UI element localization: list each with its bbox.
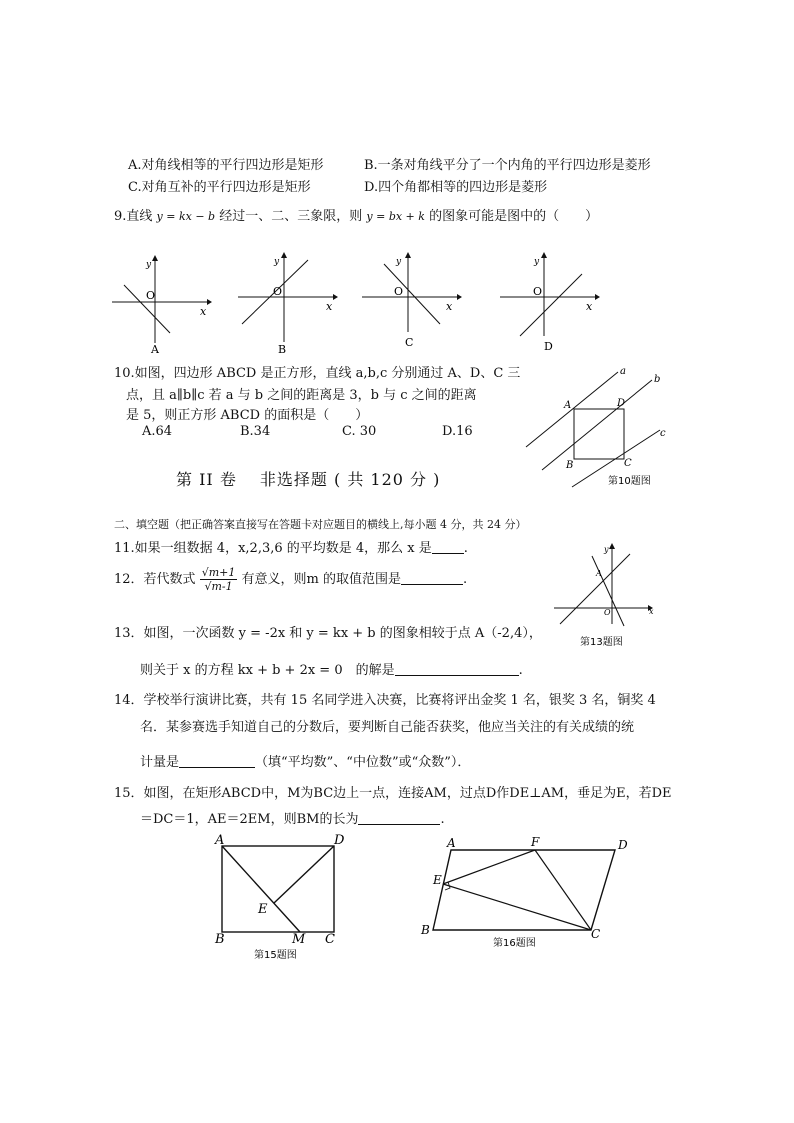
- q10-option-a: A.64: [142, 424, 173, 439]
- q9b-origin-label: O: [273, 285, 283, 298]
- q16-point-f: F: [531, 835, 540, 849]
- q9-graph-c: [362, 252, 462, 352]
- q9b-choice-label: B: [278, 343, 287, 356]
- q14-line3: 计量是 （填“平均数”、“中位数”或“众数”）．: [140, 755, 471, 770]
- q10-point-d: D: [617, 398, 626, 409]
- q15-point-d: D: [334, 833, 345, 848]
- q12-fraction: $\frac{√m+1}{√m-1}$: [201, 566, 236, 593]
- q16-point-b: B: [421, 923, 430, 937]
- q10-line2: 点，且 a∥b∥c 若 a 与 b 之间的距离是 3，b 与 c 之间的距离: [126, 388, 477, 403]
- q9c-origin-label: O: [394, 285, 404, 298]
- q16-point-a: A: [447, 836, 456, 850]
- q9-graph-a: [112, 255, 212, 355]
- q10-point-a: A: [564, 400, 572, 411]
- q12-stem: 12．若代数式 $\frac{√m+1}{√m-1}$ 有意义，则m 的取值范围是 .: [114, 566, 468, 593]
- q13-origin: O: [604, 608, 611, 617]
- q10-line3: 是 5，则正方形 ABCD 的面积是（ ）: [126, 408, 369, 423]
- q10-option-b: B.34: [240, 424, 271, 439]
- q9-stem: 9.直线 y = kx − b 经过一、二、三象限，则 y = bx + k 的图象可能是图中的（ ）: [114, 209, 599, 224]
- q9d-x-label: x: [586, 300, 593, 313]
- q9a-choice-label: A: [151, 343, 159, 356]
- q12-answer-blank[interactable]: [401, 572, 463, 585]
- q15-point-a: A: [215, 833, 225, 848]
- q13-x-label: x: [649, 607, 654, 616]
- q16-point-c: C: [591, 927, 601, 941]
- q10-line-b-label: b: [654, 374, 661, 385]
- q8-option-c: C.对角互补的平行四边形是矩形: [128, 180, 311, 195]
- q10-point-b: B: [566, 460, 574, 471]
- fill-in-header: 二、填空题（把正确答案直接写在答题卡对应题目的横线上,每小题 4 分，共 24 分）: [114, 518, 527, 531]
- q11-stem: 11.如果一组数据 4，x,2,3,6 的平均数是 4，那么 x 是 .: [114, 541, 468, 556]
- q15-answer-blank[interactable]: [358, 812, 440, 825]
- q9d-origin-label: O: [533, 285, 543, 298]
- section2-title: 第 II 卷 非选择题 ( 共 120 分 ): [176, 470, 441, 489]
- q9a-x-label: x: [200, 305, 207, 318]
- q13-point-a: A: [596, 569, 602, 578]
- q10-caption: 第10题图: [608, 476, 651, 487]
- q13-line1: 13．如图，一次函数 y = -2x 和 y = kx + b 的图象相较于点 A（-2,4），: [114, 626, 542, 641]
- q15-line2: ＝DC＝1，AE＝2EM，则BM的长为 .: [140, 812, 445, 827]
- q13-figure: [552, 542, 662, 652]
- q15-caption: 第15题图: [254, 950, 297, 961]
- q13-answer-blank[interactable]: [395, 663, 519, 676]
- q15-point-e: E: [258, 902, 268, 917]
- q9c-choice-label: C: [405, 336, 414, 349]
- q15-line1: 15．如图，在矩形ABCD中，M为BC边上一点，连接AM，过点D作DE⊥AM，垂足为E，若DE: [114, 786, 672, 801]
- q15-figure: [210, 830, 360, 965]
- q16-point-d: D: [618, 838, 628, 852]
- q16-point-e: E: [433, 873, 442, 887]
- q15-point-c: C: [325, 932, 335, 947]
- q9-graph-d: [500, 252, 600, 354]
- q9d-y-label: y: [534, 257, 540, 267]
- q9c-y-label: y: [396, 257, 402, 267]
- q10-line-a-label: a: [620, 366, 626, 377]
- q9d-choice-label: D: [544, 340, 553, 353]
- q10-option-d: D.16: [442, 424, 473, 439]
- q10-figure: [522, 362, 672, 492]
- q14-answer-blank[interactable]: [179, 755, 255, 768]
- q11-answer-blank[interactable]: [432, 541, 464, 554]
- q13-caption: 第13题图: [580, 637, 623, 648]
- q9c-x-label: x: [446, 300, 453, 313]
- q16-caption: 第16题图: [493, 938, 536, 949]
- q10-point-c: C: [624, 458, 632, 469]
- q9b-x-label: x: [326, 300, 333, 313]
- q9b-y-label: y: [274, 257, 280, 267]
- q13-y-label: y: [604, 545, 609, 554]
- q9a-y-label: y: [146, 260, 152, 270]
- q10-option-c: C. 30: [342, 424, 377, 439]
- q16-figure: [415, 832, 640, 952]
- q10-line1: 10.如图，四边形 ABCD 是正方形，直线 a,b,c 分别通过 A、D、C 三: [114, 366, 521, 381]
- q9-graph-b: [238, 252, 338, 357]
- q14-line1: 14．学校举行演讲比赛，共有 15 名同学进入决赛，比赛将评出金奖 1 名，银奖 3 名，铜奖 4: [114, 693, 656, 708]
- q9a-origin-label: O: [146, 289, 156, 302]
- q8-option-d: D.四个角都相等的四边形是菱形: [364, 180, 548, 195]
- q8-option-a: A.对角线相等的平行四边形是矩形: [128, 158, 324, 173]
- q15-point-b: B: [215, 932, 225, 947]
- q15-point-m: M: [292, 932, 306, 947]
- q8-option-b: B.一条对角线平分了一个内角的平行四边形是菱形: [364, 158, 651, 173]
- q13-line2: 则关于 x 的方程 kx + b + 2x = 0 的解是 .: [140, 663, 523, 678]
- q10-line-c-label: c: [660, 428, 666, 439]
- q14-line2: 名．某参赛选手知道自己的分数后，要判断自己能否获奖，他应当关注的有关成绩的统: [140, 720, 635, 735]
